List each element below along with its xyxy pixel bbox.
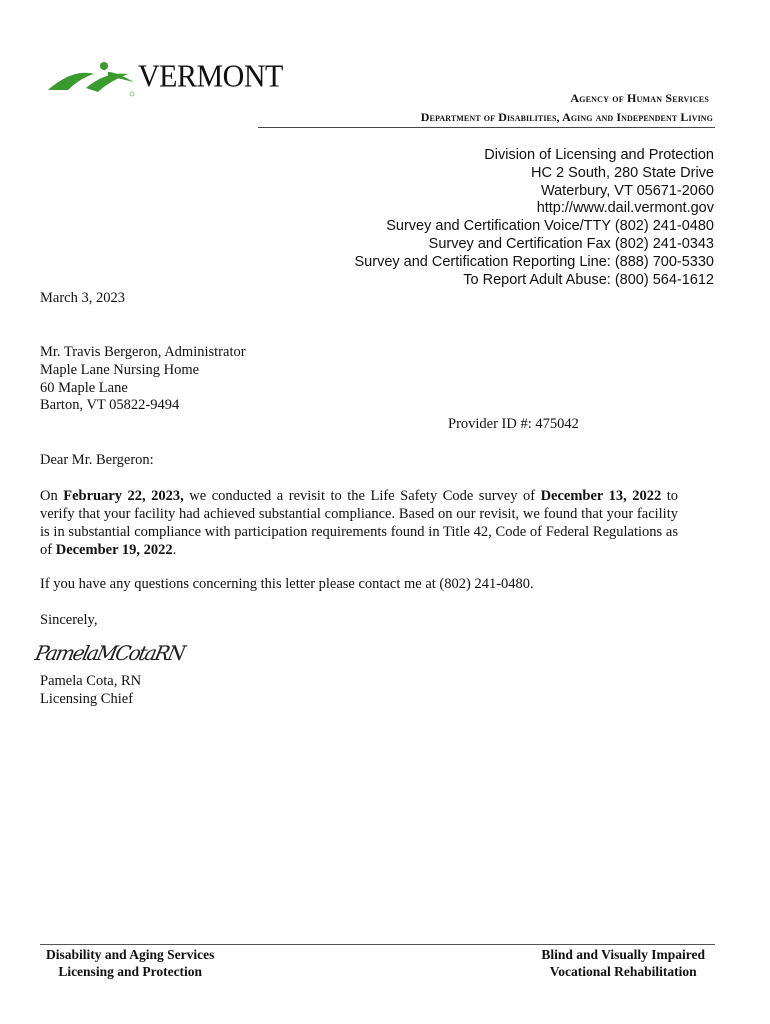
provider-id: Provider ID #: 475042 — [448, 416, 579, 432]
contact-website-link[interactable]: http://www.dail.vermont.gov — [536, 200, 714, 217]
signer-name: Pamela Cota, RN — [40, 673, 142, 689]
department-name: Department of Disabilities, Aging and Independent Living — [420, 110, 713, 124]
body-text: . — [172, 542, 177, 558]
signer-block — [40, 672, 141, 708]
body-paragraph-2: If you have any questions concerning this letter please contact me at (802) 241-0480. — [40, 576, 534, 592]
recipient-address — [40, 344, 246, 415]
signer-title: Licensing Chief — [40, 691, 134, 707]
recipient-facility: Maple Lane Nursing Home — [40, 361, 200, 378]
recipient-city: Barton, VT 05822-9494 — [40, 397, 180, 414]
footer-divider — [40, 944, 715, 945]
agency-name: Agency of Human Services — [570, 91, 709, 105]
footer-right-line-1: Blind and Visually Impaired — [541, 947, 705, 962]
footer-left — [46, 946, 214, 980]
contact-division: Division of Licensing and Protection — [484, 147, 714, 163]
recipient-name: Mr. Travis Bergeron, Administrator — [40, 344, 246, 360]
contact-reporting-line: Survey and Certification Reporting Line: (888) 700-5330 — [354, 253, 714, 270]
contact-voice-tty: Survey and Certification Voice/TTY (802) 241-0480 — [386, 218, 714, 235]
body-paragraph-1 — [40, 487, 678, 559]
survey-date: December 13, 2022 — [540, 488, 662, 504]
contact-block — [355, 147, 715, 289]
body-text: On — [40, 488, 64, 504]
letter-date: March 3, 2023 — [40, 290, 125, 306]
recipient-street: 60 Maple Lane — [40, 379, 128, 396]
letterhead-divider — [258, 127, 715, 128]
svg-text:PamelaMCotaRN: PamelaMCotaRN — [32, 641, 189, 665]
logo-wordmark: VERMONT — [138, 59, 283, 94]
body-text: we conducted a revisit to the Life Safety Code survey of — [183, 488, 541, 504]
closing: Sincerely, — [40, 612, 98, 628]
footer-right — [541, 946, 705, 980]
contact-abuse-line: To Report Adult Abuse: (800) 564-1612 — [463, 271, 714, 288]
footer-left-line-1: Disability and Aging Services — [46, 947, 215, 962]
compliance-date: December 19, 2022 — [55, 542, 173, 558]
contact-fax: Survey and Certification Fax (802) 241-0343 — [428, 235, 714, 252]
footer-right-line-2: Vocational Rehabilitation — [549, 964, 697, 979]
body-text: to verify that your facility had achieved substantial compliance. Based on our revisit, we found that your facility is in substantial compliance with participation requirements found in Title 42, Code of Federal Regulations as of — [40, 488, 679, 558]
footer-left-line-2: Licensing and Protection — [58, 964, 203, 979]
handwritten-signature-icon — [32, 632, 189, 672]
contact-address-line: HC 2 South, 280 State Drive — [531, 164, 714, 181]
revisit-date: February 22, 2023, — [63, 488, 184, 504]
contact-city-line: Waterbury, VT 05671-2060 — [540, 182, 714, 199]
salutation: Dear Mr. Bergeron: — [40, 452, 154, 468]
